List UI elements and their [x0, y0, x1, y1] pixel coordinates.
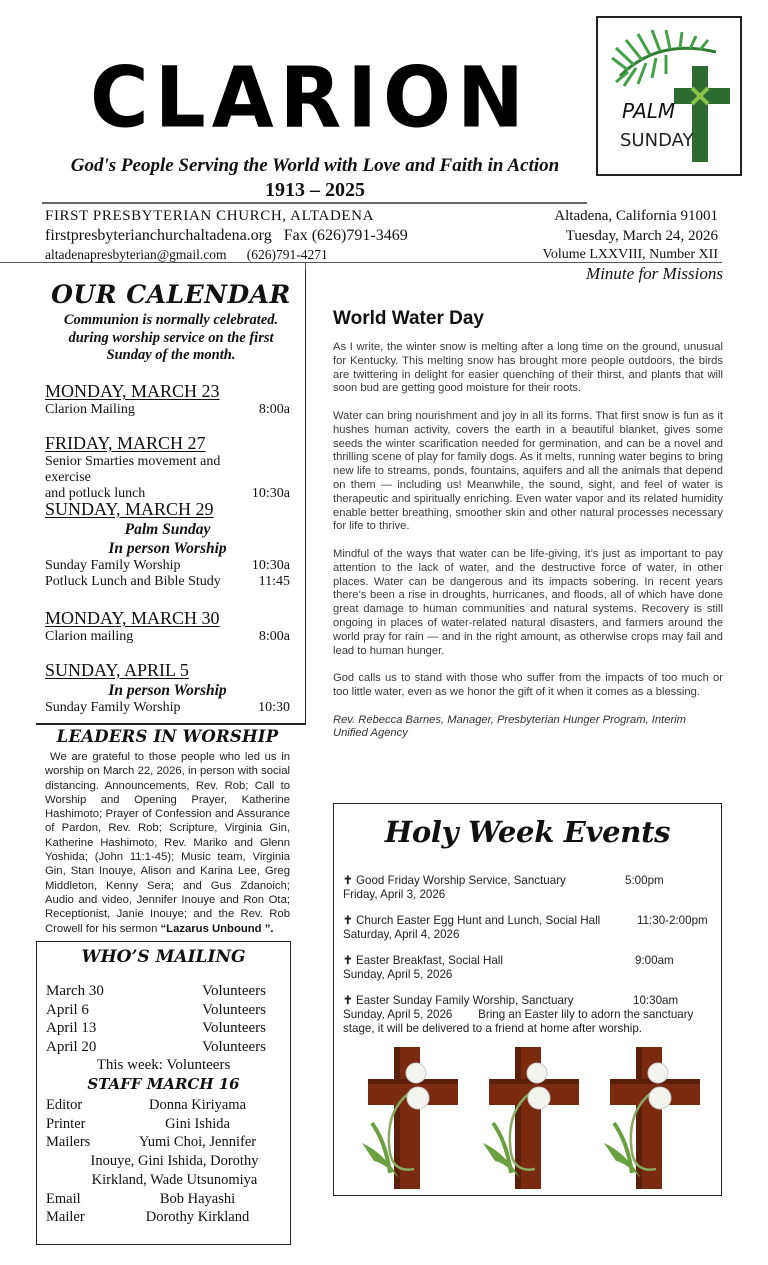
- church-name: FIRST PRESBYTERIAN CHURCH, ALTADENA: [45, 208, 375, 224]
- article-title: World Water Day: [333, 308, 484, 329]
- staff-row: Email Bob Hayashi: [46, 1190, 236, 1207]
- day-heading: SUNDAY, APRIL 5: [45, 660, 189, 680]
- calendar-event: Sunday Family Worship 10:30a: [45, 558, 290, 573]
- church-info: [45, 207, 475, 264]
- website-link[interactable]: firstpresbyterianchurchaltadena.org: [45, 227, 272, 244]
- calendar-event: Clarion mailing 8:00a: [45, 629, 290, 644]
- holy-week-event: ✝ Church Easter Egg Hunt and Lunch, Social Hall 11:30-2:00pm Saturday, April 4, 2026: [343, 914, 708, 941]
- divider: [0, 262, 722, 263]
- sermon-title: “Lazarus Unbound ”.: [160, 922, 274, 935]
- day-subtitle: In person Worship: [108, 682, 227, 699]
- years: 1913 – 2025: [265, 179, 365, 201]
- calendar-event: Potluck Lunch and Bible Study 11:45: [45, 574, 290, 589]
- cross-lily-icon: [596, 1043, 701, 1191]
- contact-web-fax: [45, 226, 475, 246]
- newsletter-title: CLARION: [90, 48, 530, 147]
- leaders-title: LEADERS IN WORSHIP: [56, 727, 279, 746]
- day-heading: FRIDAY, MARCH 27: [45, 433, 206, 453]
- cross-lily-icon: [475, 1043, 580, 1191]
- article-body: [333, 341, 723, 755]
- article-paragraph: Water can bring nourishment and joy in all its forms. That first snow is fun as it hushes human activity, covers the earth in a beautiful blanket, gives some seeds the winter scarification needed for germination, and can be a novel and thrilling scene of play for family dogs. As it melts, running water begins to bring new life to streams, ponds, fountains, aquifers and all the animals that depend on them — including us! Meanwhile, the sound, sight, and feel of water is therapeutic and spiritually enriching. Even water vapor and its related humidity enable better breathing, smoother skin and other natural processes necessary for life to thrive.: [333, 409, 723, 533]
- calendar-day: [45, 498, 290, 590]
- section-kicker: Minute for Missions: [586, 264, 723, 283]
- calendar-event: Sunday Family Worship 10:30: [45, 700, 290, 715]
- calendar-event: Senior Smarties movement and exercise: [45, 454, 221, 485]
- phone: (626)791-4271: [246, 247, 328, 262]
- cross-icon: ✝: [343, 874, 353, 887]
- mailing-list: [46, 982, 266, 1056]
- day-subtitle: In person Worship: [108, 540, 227, 557]
- calendar-note: Communion is normally celebrated. during worship service on the first Sunday of the month.: [63, 312, 279, 363]
- email-link[interactable]: altadenapresbyterian@gmail.com: [45, 247, 227, 262]
- staff-list: [46, 1096, 281, 1227]
- staff-row: Mailer Dorothy Kirkland: [46, 1209, 250, 1226]
- holy-week-event: ✝ Easter Sunday Family Worship, Sanctuary 10:30am Sunday, April 5, 2026 Bring an Easter lily to adorn the sanctuary stage, it will be delivered to a friend at home after worship.: [343, 994, 694, 1035]
- mailing-title: WHO’S MAILING: [81, 947, 246, 967]
- article-paragraph: God calls us to stand with those who suffer from the impacts of too much or too little water, even as we honor the gift of it when it comes as a blessing.: [333, 672, 723, 698]
- issue-date: Tuesday, March 24, 2026: [565, 228, 718, 244]
- divider: [42, 202, 587, 204]
- fax: Fax (626)791-3469: [283, 227, 408, 244]
- calendar-event: and potluck lunch 10:30a: [45, 486, 290, 501]
- staff-row-continued: Inouye, Gini Ishida, Dorothy: [90, 1153, 259, 1170]
- calendar-day: [45, 432, 290, 502]
- this-week: This week: Volunteers: [96, 1057, 231, 1073]
- cross-icon: ✝: [343, 914, 353, 927]
- mailing-row: April 6 Volunteers: [46, 1001, 266, 1018]
- article-byline: Rev. Rebecca Barnes, Manager, Presbyterian Hunger Program, Interim Unified Agency: [333, 713, 686, 740]
- article-paragraph: As I write, the winter snow is melting after a long time on the ground, unusual for Kentucky. This melting snow has brought more people outdoors, the birds are twittering in delight for easier quenching of their thirst, and plants that will soon bud are getting good moisture for their roots.: [333, 341, 723, 395]
- leaders-body: We are grateful to those people who led us in worship on March 22, 2026, in person with social distancing. Announcements, Rev. Rob; Call to Worship and Opening Prayer, Katherine Hashimoto; Prayer of Confession and Assurance of Pardon, Rev. Rob; Scripture, Virginia Gin, Katherine Hashimoto, Rev. Mariko and Glenn Yoshida; (John 11:1-45); Music team, Virginia Gin, Stan Inouye, Alison and Karina Lee, Greg Middleton, Kenny Sera; and Gus Zdanoich; Audio and video, Jennifer Inouye and Ron Ota; Receptionist, Janie Inouye; and the Rev. Rob Crowell for his sermon “Lazarus Unbound ”.: [45, 751, 290, 935]
- day-heading: MONDAY, MARCH 30: [45, 608, 220, 628]
- calendar-day: [45, 380, 290, 418]
- svg-text:PALM: PALM: [622, 99, 676, 123]
- staff-row: Editor Donna Kiriyama: [46, 1097, 247, 1113]
- holy-week-event: ✝ Easter Breakfast, Social Hall 9:00am Sunday, April 5, 2026: [343, 954, 674, 981]
- tagline: God's People Serving the World with Love and Faith in Action: [70, 155, 560, 176]
- staff-row: Mailers Yumi Choi, Jennifer: [46, 1134, 257, 1151]
- mailing-row: March 30 Volunteers: [46, 983, 266, 999]
- cross-lily-icon: [354, 1043, 459, 1191]
- calendar-day: [45, 659, 290, 716]
- holy-week-title: Holy Week Events: [384, 815, 671, 849]
- staff-row: Printer Gini Ishida: [46, 1115, 230, 1132]
- easter-crosses-image: [340, 1043, 715, 1193]
- mailing-row: April 13 Volunteers: [46, 1020, 266, 1036]
- cross-icon: ✝: [343, 994, 353, 1007]
- svg-text:SUNDAY: SUNDAY: [620, 130, 694, 151]
- day-heading: SUNDAY, MARCH 29: [45, 499, 214, 519]
- article-paragraph: Mindful of the ways that water can be life-giving, it’s just as important to pay attention to the lack of water, and the destructive force of water, in other places. Water can be dangerous and its impacts sobering. In recent years there’s been a rise in droughts, hurricanes, and floods, all of which have done great damage to human communities and natural systems. Recovery is still ongoing in places of water-related natural disasters, and farmers around the world pray for rain — and in the right amount, as otherwise crops may fail and lead to human hunger.: [333, 547, 723, 657]
- staff-row-continued: Kirkland, Wade Utsunomiya: [91, 1171, 258, 1188]
- calendar-day: [45, 607, 290, 645]
- volume: Volume LXXVIII, Number XII: [542, 247, 718, 262]
- cross-icon: ✝: [343, 954, 353, 967]
- palm-cross-icon: [598, 18, 740, 174]
- location: Altadena, California 91001: [554, 208, 718, 224]
- day-heading: MONDAY, MARCH 23: [45, 381, 220, 401]
- holy-week-event: ✝ Good Friday Worship Service, Sanctuary 5:00pm Friday, April 3, 2026: [343, 874, 664, 901]
- staff-title: STAFF MARCH 16: [87, 1075, 240, 1093]
- holy-week-events: [343, 874, 715, 1048]
- day-subtitle: Palm Sunday: [124, 521, 211, 538]
- palm-sunday-image: [596, 16, 742, 176]
- issue-info: [480, 207, 718, 264]
- calendar-event: Clarion Mailing 8:00a: [45, 402, 290, 417]
- mailing-row: April 20 Volunteers: [46, 1038, 266, 1055]
- calendar-title: OUR CALENDAR: [51, 280, 291, 309]
